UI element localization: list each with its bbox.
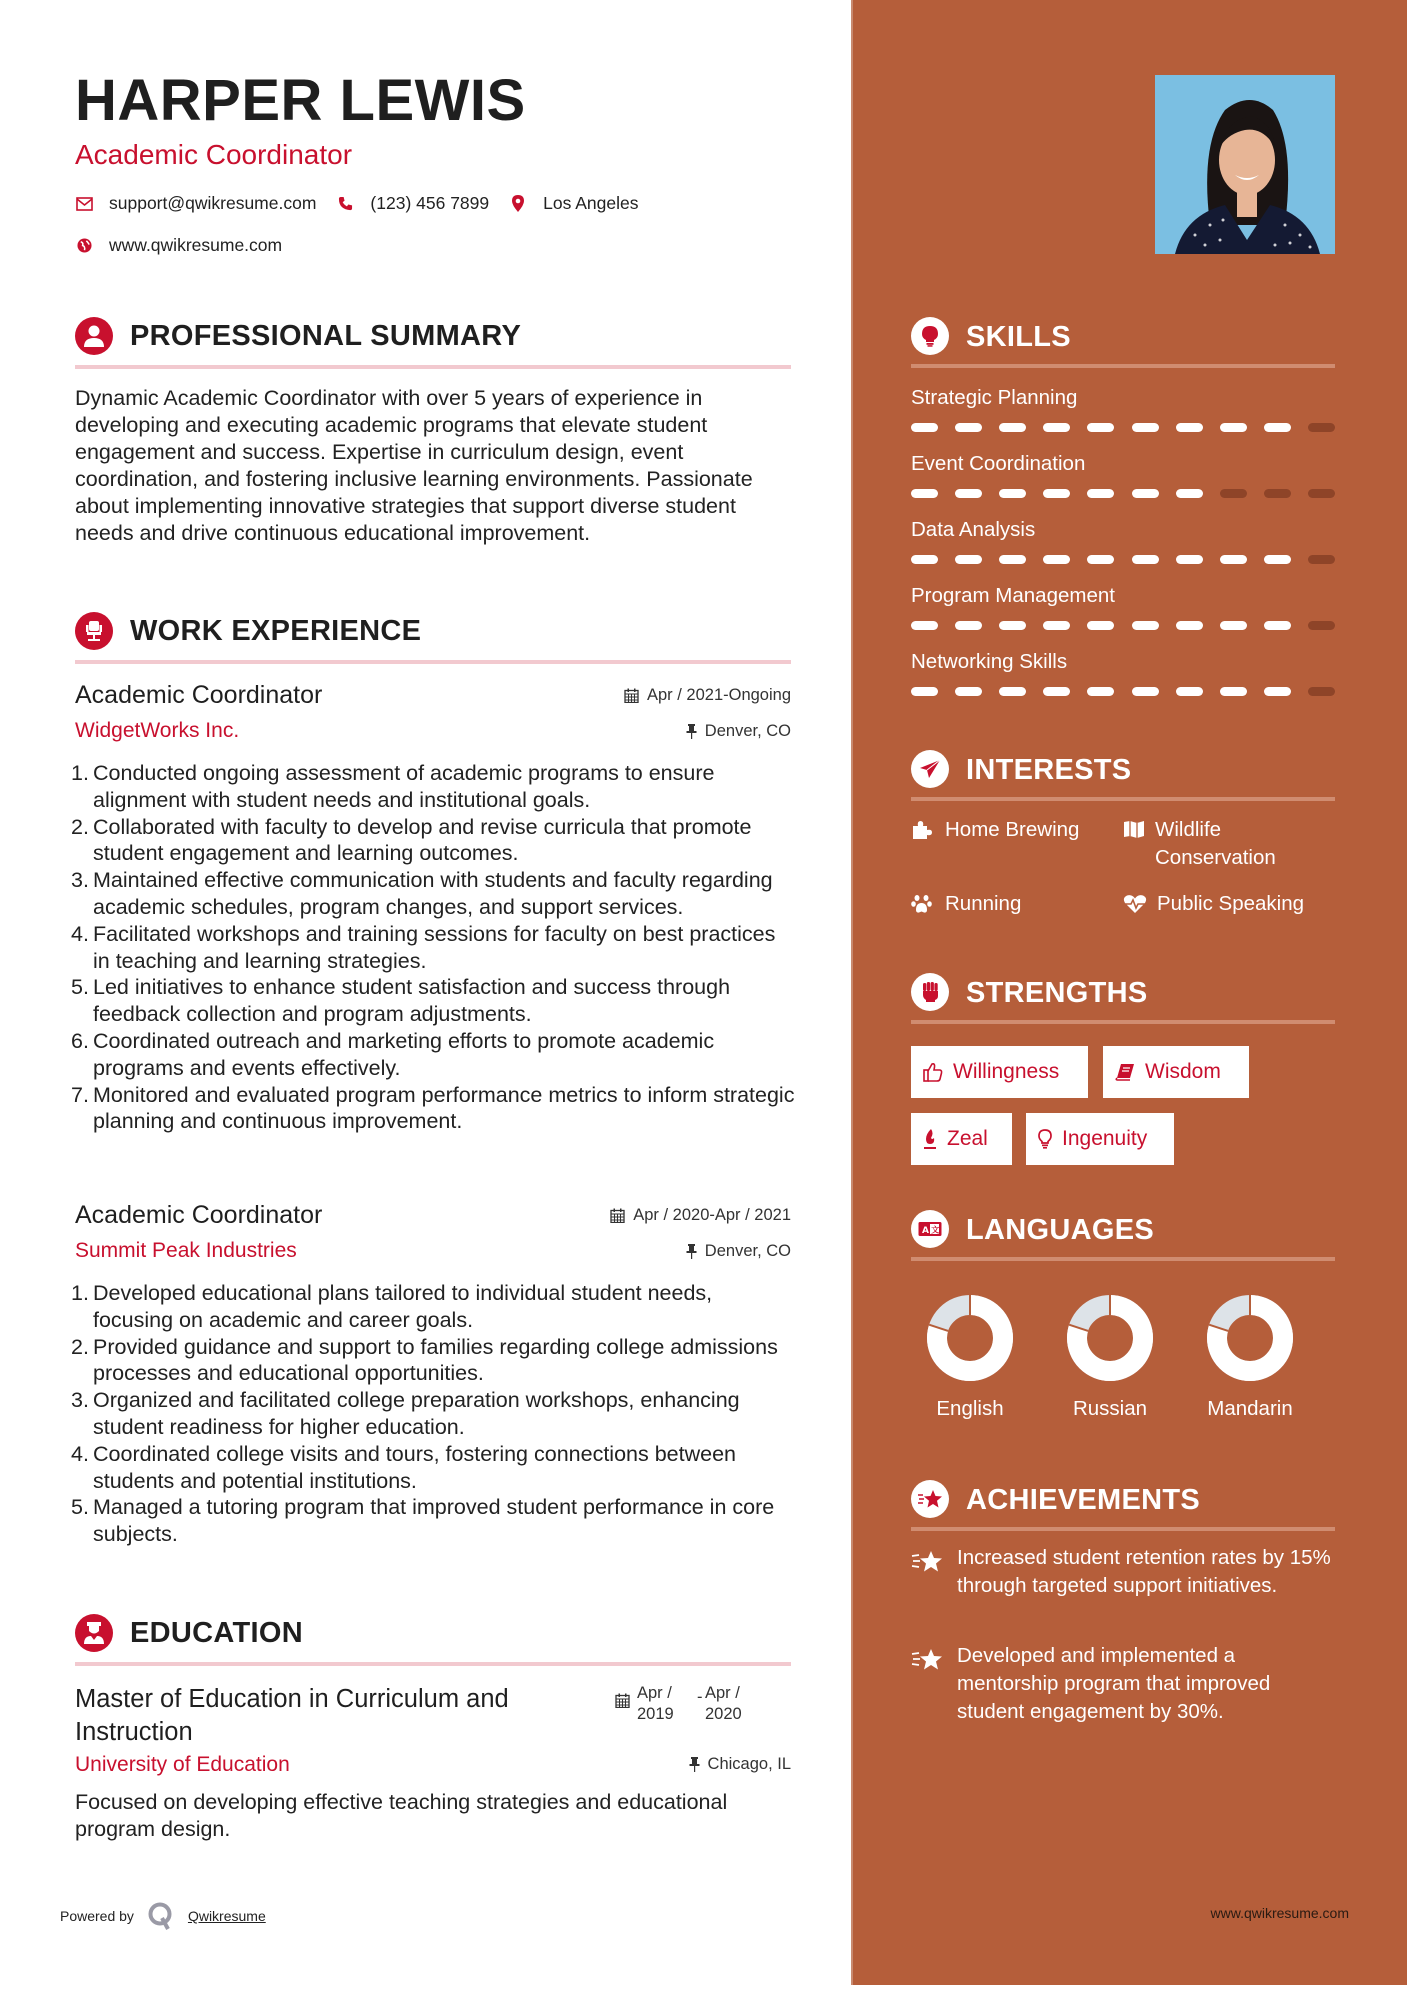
interests-title: INTERESTS [966, 754, 1132, 786]
powered-by-label: Powered by [60, 1908, 134, 1924]
education-location [689, 1755, 791, 1774]
shooting-star-icon [911, 1480, 949, 1518]
interest-name: Running [945, 892, 1022, 915]
contact-row-2 [75, 235, 302, 256]
bullet-text: Developed educational plans tailored to individual student needs, focusing on academic and career goals. [93, 1281, 713, 1332]
job-bullet [71, 1387, 795, 1441]
school-name: University of Education [75, 1753, 290, 1776]
job-location-text: Denver, CO [704, 722, 791, 740]
language-donut [1067, 1295, 1153, 1381]
experience-title: WORK EXPERIENCE [130, 615, 422, 647]
skill-dash-filled [1264, 687, 1291, 696]
skill-dash-filled [1132, 621, 1159, 630]
skill-dash-filled [999, 489, 1026, 498]
skill-dash-filled [955, 687, 982, 696]
job-bullet [71, 921, 795, 975]
pushpin-icon [689, 1757, 700, 1772]
bullet-text: Maintained effective communication with students and faculty regarding academic schedules, program changes, and support services. [93, 868, 773, 919]
bullet-number: 1. [71, 1281, 89, 1305]
skill-item [911, 385, 1335, 411]
contact-location: Los Angeles [543, 193, 639, 213]
envelope-icon [75, 195, 93, 213]
interest-item [911, 816, 1079, 844]
achievements-title: ACHIEVEMENTS [966, 1484, 1201, 1516]
bullet-number: 4. [71, 1441, 89, 1466]
language-item [1195, 1295, 1305, 1421]
skill-name: Networking Skills [911, 650, 1068, 673]
candidate-name: HARPER LEWIS [75, 68, 526, 133]
bullet-text: Managed a tutoring program that improved student performance in core subjects. [93, 1495, 775, 1547]
summary-title: PROFESSIONAL SUMMARY [130, 320, 522, 352]
languages-title: LANGUAGES [966, 1214, 1154, 1246]
skill-dash-filled [1264, 621, 1291, 630]
contact-phone[interactable]: (123) 456 7899 [370, 193, 490, 213]
strength-badge [911, 1113, 1012, 1165]
language-name: English [936, 1397, 1004, 1420]
bullet-number: 2. [71, 814, 89, 839]
interest-name: Public Speaking [1157, 892, 1305, 915]
svg-text:文: 文 [931, 1225, 940, 1235]
skill-dash-filled [1043, 489, 1070, 498]
skill-name: Data Analysis [911, 518, 1036, 541]
job-title: Academic Coordinator [75, 1201, 323, 1229]
bullet-number: 3. [71, 1388, 89, 1413]
skill-rating [911, 489, 1335, 499]
bullet-number: 5. [71, 1495, 89, 1520]
qwikresume-link[interactable]: Qwikresume [187, 1908, 266, 1924]
paper-plane-icon [911, 750, 949, 788]
job-bullet [71, 760, 795, 814]
heartbeat-icon [1123, 894, 1147, 914]
skill-rating [911, 423, 1335, 433]
section-divider [75, 660, 791, 664]
skill-dash-filled [1220, 687, 1247, 696]
bullet-number: 7. [71, 1082, 89, 1107]
skill-name: Event Coordination [911, 452, 1086, 475]
skill-name: Program Management [911, 584, 1115, 607]
job-bullet [71, 1028, 795, 1082]
job-bullet [71, 1494, 795, 1548]
language-donut [927, 1295, 1013, 1381]
bullet-text: Conducted ongoing assessment of academic programs to ensure alignment with student needs and institutional goals. [93, 761, 715, 812]
skill-dash-empty [1220, 489, 1247, 498]
skill-dash-filled [955, 555, 982, 564]
contact-website[interactable]: www.qwikresume.com [109, 235, 283, 255]
office-chair-icon [75, 612, 113, 650]
job-bullet [71, 814, 795, 868]
job-bullet [71, 867, 795, 921]
interest-item [1123, 816, 1313, 872]
section-divider [911, 1527, 1335, 1531]
pushpin-icon [686, 724, 697, 739]
skill-dash-filled [1264, 423, 1291, 432]
education-title: EDUCATION [130, 1617, 303, 1649]
shooting-star-icon [911, 1646, 945, 1726]
lightbulb-outline-icon [1038, 1129, 1052, 1149]
skill-dash-filled [1220, 621, 1247, 630]
bullet-number: 2. [71, 1334, 89, 1359]
calendar-icon [624, 688, 639, 703]
skill-dash-filled [911, 489, 938, 498]
job-location [686, 1242, 791, 1261]
education-location-text: Chicago, IL [707, 1755, 791, 1773]
education-start: Apr / 2019 [637, 1684, 674, 1723]
skill-dash-filled [1220, 555, 1247, 564]
education-description: Focused on developing effective teaching strategies and educational program design. [75, 1790, 728, 1841]
skill-dash-filled [911, 423, 938, 432]
sidebar [851, 0, 1407, 1985]
skill-dash-filled [1043, 621, 1070, 630]
language-item [915, 1295, 1025, 1421]
job-dates-text: Apr / 2021-Ongoing [646, 686, 791, 704]
job-dates-text: Apr / 2020-Apr / 2021 [633, 1206, 791, 1224]
powered-by [60, 1902, 266, 1930]
job-location [686, 722, 791, 741]
strength-badge [911, 1046, 1088, 1098]
job-bullets [71, 1280, 795, 1548]
interest-name: Wildlife Conservation [1155, 818, 1276, 869]
svg-text:A: A [922, 1226, 929, 1236]
skill-dash-filled [1176, 489, 1203, 498]
skill-dash-filled [1087, 687, 1114, 696]
strength-name: Willingness [953, 1060, 1060, 1083]
fist-icon [911, 973, 949, 1011]
section-divider [911, 1257, 1335, 1261]
strength-badge [1026, 1113, 1174, 1165]
date-separator: - [697, 1688, 703, 1706]
job-bullet [71, 1082, 795, 1136]
summary-text: Dynamic Academic Coordinator with over 5 years of experience in developing and executing academic programs that elevate student engagement and success. Expertise in curriculum design, event coordination, and fostering inclusive learning environments. Passionate about implementing innovative strategies that support diverse student needs and drive continuous educational improvement. [75, 386, 753, 545]
skill-rating [911, 621, 1335, 631]
strength-name: Zeal [947, 1127, 988, 1150]
skill-dash-filled [999, 423, 1026, 432]
candidate-role: Academic Coordinator [75, 139, 353, 170]
calendar-icon [610, 1208, 625, 1223]
skill-dash-filled [1176, 687, 1203, 696]
skill-item [911, 517, 1335, 543]
job-company: Summit Peak Industries [75, 1239, 297, 1262]
bullet-text: Collaborated with faculty to develop and revise curricula that promote student engagement and learning outcomes. [93, 814, 752, 866]
skill-dash-filled [999, 687, 1026, 696]
bullet-text: Coordinated college visits and tours, fostering connections between students and potential institutions. [93, 1441, 736, 1493]
map-marker-icon [509, 195, 527, 213]
bullet-text: Facilitated workshops and training sessions for faculty on best practices in teaching and learning strategies. [93, 921, 776, 973]
achievement-text: Developed and implemented a mentorship program that improved student engagement by 30%. [957, 1644, 1271, 1723]
book-icon [1115, 1063, 1135, 1081]
contact-row [75, 193, 659, 214]
bullet-number: 3. [71, 868, 89, 893]
skill-dash-filled [1043, 423, 1070, 432]
skill-dash-filled [911, 687, 938, 696]
skill-dash-filled [1043, 687, 1070, 696]
calendar-icon [615, 1693, 630, 1725]
skill-dash-filled [1087, 555, 1114, 564]
skills-title: SKILLS [966, 321, 1071, 353]
skill-item [911, 649, 1335, 675]
fire-icon [923, 1128, 937, 1150]
achievement-item [911, 1544, 1335, 1600]
pushpin-icon [686, 1244, 697, 1259]
graduate-icon [75, 1614, 113, 1652]
skill-dash-filled [999, 621, 1026, 630]
skill-dash-filled [1087, 621, 1114, 630]
job-dates [610, 1206, 791, 1225]
job-bullet [71, 1280, 795, 1334]
job-dates [624, 686, 791, 705]
skill-dash-filled [955, 489, 982, 498]
job-bullets [71, 760, 795, 1135]
skill-item [911, 451, 1335, 477]
skill-dash-empty [1308, 687, 1335, 696]
paw-icon [911, 894, 935, 914]
skill-dash-filled [1087, 489, 1114, 498]
skill-dash-filled [1087, 423, 1114, 432]
translate-icon [911, 1210, 949, 1248]
lightbulb-icon [911, 317, 949, 355]
language-item [1055, 1295, 1165, 1421]
skill-dash-filled [1176, 423, 1203, 432]
bullet-text: Organized and facilitated college preparation workshops, enhancing student readiness for higher education. [93, 1388, 740, 1439]
skill-dash-filled [1132, 423, 1159, 432]
bullet-text: Led initiatives to enhance student satisfaction and success through feedback collection and program adjustments. [93, 975, 731, 1027]
interest-item [911, 890, 1021, 918]
skill-dash-empty [1308, 423, 1335, 432]
section-divider [911, 1020, 1335, 1024]
language-donut [1207, 1295, 1293, 1381]
skill-dash-empty [1308, 621, 1335, 630]
bullet-text: Provided guidance and support to families regarding college admissions processes and educational opportunities. [93, 1334, 778, 1386]
globe-icon [75, 237, 93, 255]
strength-badge [1103, 1046, 1249, 1098]
skill-dash-filled [1043, 555, 1070, 564]
user-icon [75, 317, 113, 355]
qwikresume-logo-icon [148, 1902, 174, 1930]
skill-item [911, 583, 1335, 609]
map-icon [1123, 820, 1145, 840]
bullet-number: 6. [71, 1028, 89, 1053]
shooting-star-icon [911, 1548, 945, 1600]
skill-dash-filled [1176, 555, 1203, 564]
skill-dash-filled [911, 621, 938, 630]
thumbs-up-icon [923, 1062, 943, 1082]
skill-dash-filled [1132, 489, 1159, 498]
interest-name: Home Brewing [945, 818, 1080, 841]
achievement-text: Increased student retention rates by 15% through targeted support initiatives. [957, 1546, 1331, 1597]
section-divider [911, 797, 1335, 801]
achievement-item [911, 1642, 1335, 1726]
skill-dash-filled [1176, 621, 1203, 630]
strength-name: Ingenuity [1062, 1127, 1148, 1150]
skill-dash-filled [955, 423, 982, 432]
skill-name: Strategic Planning [911, 386, 1078, 409]
language-name: Russian [1072, 1397, 1148, 1420]
skill-dash-empty [1308, 489, 1335, 498]
contact-email[interactable]: support@qwikresume.com [109, 193, 317, 213]
bullet-number: 4. [71, 921, 89, 946]
bullet-text: Coordinated outreach and marketing efforts to promote academic programs and events effectively. [93, 1028, 715, 1080]
skill-dash-filled [1132, 687, 1159, 696]
strength-name: Wisdom [1145, 1060, 1221, 1083]
job-company: WidgetWorks Inc. [75, 719, 240, 742]
job-location-text: Denver, CO [704, 1242, 791, 1260]
bullet-number: 5. [71, 975, 89, 1000]
phone-icon [336, 195, 354, 213]
skill-dash-empty [1264, 489, 1291, 498]
skill-dash-filled [955, 621, 982, 630]
job-bullet [71, 974, 795, 1028]
strengths-title: STRENGTHS [966, 977, 1148, 1009]
section-divider [75, 365, 791, 369]
language-name: Mandarin [1207, 1397, 1293, 1420]
education-end: Apr / 2020 [705, 1684, 742, 1723]
skill-dash-empty [1308, 555, 1335, 564]
section-divider [911, 364, 1335, 368]
interest-item [1123, 890, 1304, 918]
profile-photo [1155, 75, 1335, 254]
bullet-number: 1. [71, 761, 89, 785]
skill-dash-filled [1264, 555, 1291, 564]
skill-rating [911, 687, 1335, 697]
skill-dash-filled [911, 555, 938, 564]
skill-dash-filled [1132, 555, 1159, 564]
job-bullet [71, 1441, 795, 1495]
skill-dash-filled [1220, 423, 1247, 432]
education-dates [615, 1683, 765, 1725]
skill-rating [911, 555, 1335, 565]
job-bullet [71, 1334, 795, 1388]
puzzle-icon [911, 820, 935, 840]
bullet-text: Monitored and evaluated program performance metrics to inform strategic planning and continuous improvement. [93, 1082, 795, 1134]
degree-title: Master of Education in Curriculum and Instruction [75, 1685, 509, 1746]
footer-website[interactable]: www.qwikresume.com [1210, 1905, 1349, 1921]
job-title: Academic Coordinator [75, 681, 323, 709]
section-divider [75, 1662, 791, 1666]
skill-dash-filled [999, 555, 1026, 564]
